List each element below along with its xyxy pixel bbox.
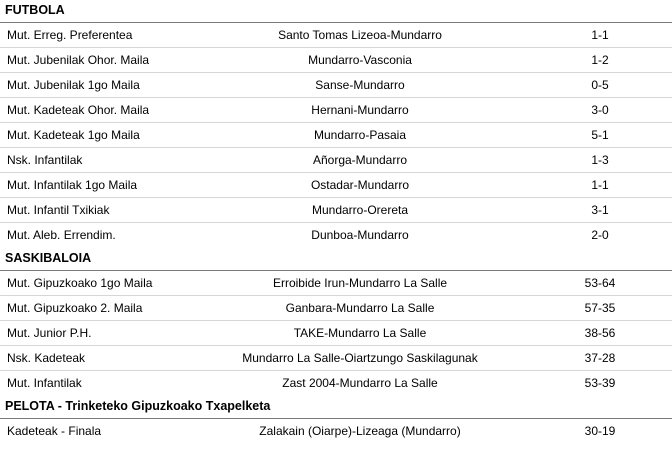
score-cell: 3-1 xyxy=(591,203,609,217)
section-saskibaloia xyxy=(0,248,672,396)
score-cell: 1-2 xyxy=(591,53,609,67)
score-cell: 38-56 xyxy=(584,326,616,340)
result-row xyxy=(0,321,672,346)
match-cell: Hernani-Mundarro xyxy=(311,103,409,117)
score-cell: 5-1 xyxy=(591,128,609,142)
result-row xyxy=(0,296,672,321)
match-cell: Zalakain (Oiarpe)-Lizeaga (Mundarro) xyxy=(259,424,461,438)
category-cell: Mut. Infantilak xyxy=(7,376,82,390)
section-pelota xyxy=(0,396,672,444)
category-cell: Nsk. Infantilak xyxy=(7,153,83,167)
category-cell: Mut. Kadeteak 1go Maila xyxy=(7,128,140,142)
score-cell: 30-19 xyxy=(584,424,616,438)
result-row xyxy=(0,223,672,248)
category-cell: Mut. Jubenilak 1go Maila xyxy=(7,78,140,92)
category-cell: Mut. Jubenilak Ohor. Maila xyxy=(7,53,150,67)
score-cell: 1-3 xyxy=(591,153,609,167)
section-title: PELOTA - Trinketeko Gipuzkoako Txapelketa xyxy=(0,396,672,419)
score-cell: 53-64 xyxy=(584,276,616,290)
result-row xyxy=(0,271,672,296)
match-cell: Mundarro-Vasconia xyxy=(308,53,412,67)
category-cell: Kadeteak - Finala xyxy=(7,424,102,438)
match-cell: Mundarro-Pasaia xyxy=(313,128,407,142)
result-row xyxy=(0,148,672,173)
score-cell: 2-0 xyxy=(591,228,609,242)
match-cell: TAKE-Mundarro La Salle xyxy=(293,326,427,340)
category-cell: Mut. Junior P.H. xyxy=(7,326,92,340)
match-cell: Mundarro La Salle-Oiartzungo Saskilagunak xyxy=(242,351,478,365)
match-cell: Mundarro-Orereta xyxy=(311,203,409,217)
category-cell: Mut. Kadeteak Ohor. Maila xyxy=(7,103,150,117)
match-cell: Ganbara-Mundarro La Salle xyxy=(285,301,435,315)
category-cell: Mut. Gipuzkoako 1go Maila xyxy=(7,276,153,290)
category-cell: Mut. Infantilak 1go Maila xyxy=(7,178,138,192)
match-cell: Zast 2004-Mundarro La Salle xyxy=(282,376,438,390)
match-cell: Santo Tomas Lizeoa-Mundarro xyxy=(278,28,442,42)
score-cell: 53-39 xyxy=(584,376,616,390)
result-row xyxy=(0,73,672,98)
section-title: SASKIBALOIA xyxy=(0,248,672,271)
score-cell: 1-1 xyxy=(591,178,609,192)
result-row xyxy=(0,419,672,444)
match-cell: Dunboa-Mundarro xyxy=(311,228,409,242)
match-cell: Sanse-Mundarro xyxy=(315,78,405,92)
score-cell: 37-28 xyxy=(584,351,616,365)
category-cell: Mut. Infantil Txikiak xyxy=(7,203,110,217)
category-cell: Nsk. Kadeteak xyxy=(7,351,86,365)
score-cell: 1-1 xyxy=(591,28,609,42)
result-row xyxy=(0,23,672,48)
match-cell: Añorga-Mundarro xyxy=(312,153,408,167)
match-cell: Ostadar-Mundarro xyxy=(310,178,410,192)
score-cell: 0-5 xyxy=(591,78,609,92)
score-cell: 57-35 xyxy=(584,301,616,315)
category-cell: Mut. Gipuzkoako 2. Maila xyxy=(7,301,143,315)
result-row xyxy=(0,123,672,148)
match-cell: Erroibide Irun-Mundarro La Salle xyxy=(272,276,448,290)
category-cell: Mut. Aleb. Errendim. xyxy=(7,228,116,242)
result-row xyxy=(0,48,672,73)
result-row xyxy=(0,173,672,198)
result-row xyxy=(0,371,672,396)
result-row xyxy=(0,346,672,371)
category-cell: Mut. Erreg. Preferentea xyxy=(7,28,133,42)
result-row xyxy=(0,198,672,223)
section-title: FUTBOLA xyxy=(0,0,672,23)
result-row xyxy=(0,98,672,123)
score-cell: 3-0 xyxy=(591,103,609,117)
